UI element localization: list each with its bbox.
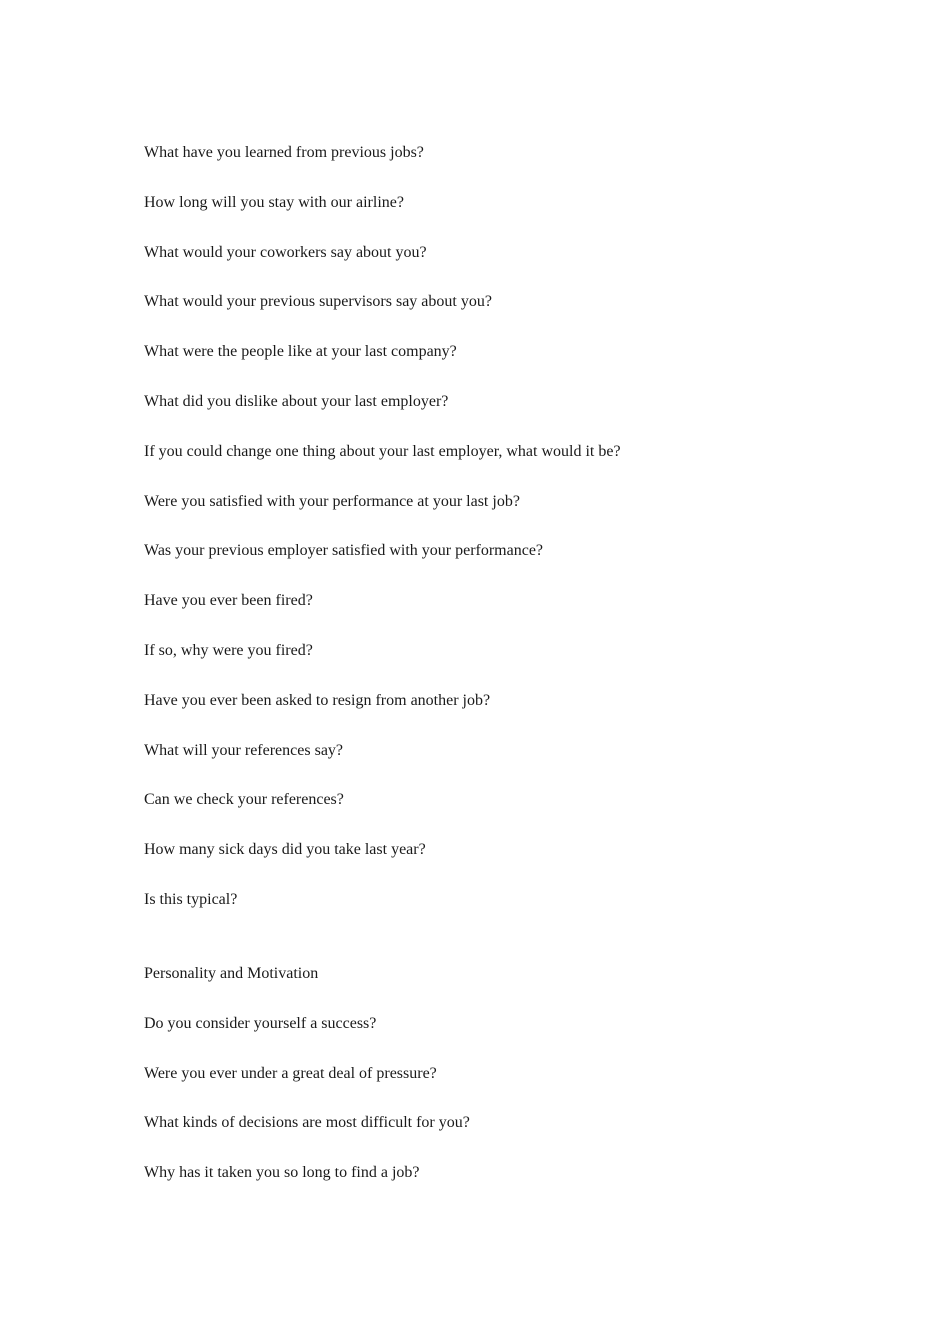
question-item: What would your previous supervisors say about you? (144, 293, 492, 311)
section-heading: Personality and Motivation (144, 965, 319, 982)
question-item: What did you dislike about your last employer? (144, 392, 449, 410)
question-item: How long will you stay with our airline? (144, 193, 404, 211)
question-item: What kinds of decisions are most difficult for you? (144, 1114, 470, 1132)
question-item: What have you learned from previous jobs? (144, 144, 424, 161)
question-item: If you could change one thing about your last employer, what would it be? (144, 442, 621, 460)
question-item: Do you consider yourself a success? (144, 1014, 377, 1032)
personality-motivation-section (144, 964, 864, 1213)
question-item: Have you ever been asked to resign from another job? (144, 691, 491, 709)
question-item: What would your coworkers say about you? (144, 243, 427, 261)
question-item: Is this typical? (144, 890, 238, 908)
question-item: Can we check your references? (144, 791, 344, 809)
question-item: Was your previous employer satisfied with your performance? (144, 542, 544, 560)
question-item: What will your references say? (144, 741, 344, 759)
question-item: What were the people like at your last company? (144, 343, 457, 361)
question-list-previous-employment (144, 143, 864, 940)
question-item: How many sick days did you take last year? (144, 841, 426, 859)
question-item: Were you ever under a great deal of pressure? (144, 1064, 437, 1082)
question-item: Why has it taken you so long to find a job? (144, 1164, 420, 1182)
question-item: If so, why were you fired? (144, 641, 313, 659)
question-item: Have you ever been fired? (144, 592, 313, 610)
question-item: Were you satisfied with your performance at your last job? (144, 492, 520, 510)
